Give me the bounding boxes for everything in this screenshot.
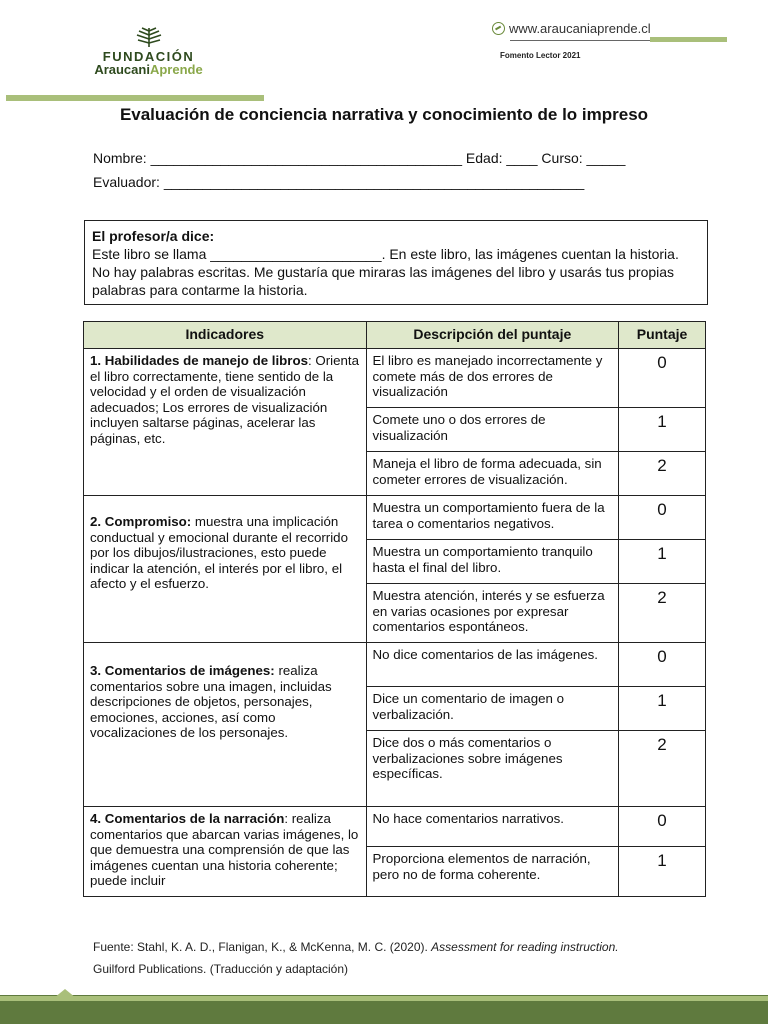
indicator-cell xyxy=(84,807,367,897)
score-description: No dice comentarios de las imágenes. xyxy=(366,643,619,687)
score-value: 1 xyxy=(619,540,706,584)
score-description: Comete uno o dos errores de visualización xyxy=(366,408,619,452)
score-value: 1 xyxy=(619,408,706,452)
score-description: Proporciona elementos de narración, pero no de forma coherente. xyxy=(366,847,619,897)
indicator-cell xyxy=(84,643,367,807)
footer-triangle-icon xyxy=(54,989,76,998)
indicator-title: 1. Habilidades de manejo de libros xyxy=(90,353,308,368)
score-value: 2 xyxy=(619,731,706,807)
footer-accent-line xyxy=(0,996,768,1001)
table-row xyxy=(84,349,706,408)
source-citation xyxy=(93,936,713,980)
indicator-cell xyxy=(84,349,367,496)
evaluador-field[interactable]: Evaluador: ______________________________________________________ xyxy=(93,174,585,190)
score-description: Dice dos o más comentarios o verbalizaciones sobre imágenes específicas. xyxy=(366,731,619,807)
logo-line2 xyxy=(86,62,211,77)
table-row xyxy=(84,807,706,847)
fundacion-logo xyxy=(86,26,211,77)
indicator-text: muestra una implicación conductual y emocional durante el recorrido por los dibujos/ilustraciones, esto puede indicar la atención, el interés por el libro, el afecto y el esfuerzo. xyxy=(90,514,348,591)
score-value: 0 xyxy=(619,496,706,540)
source-book-title: Assessment for reading instruction. xyxy=(431,940,619,954)
score-value: 2 xyxy=(619,452,706,496)
source-suffix: Guilford Publications. (Traducción y adaptación) xyxy=(93,962,349,976)
score-value: 0 xyxy=(619,643,706,687)
teacher-text: Este libro se llama ______________________. En este libro, las imágenes cuentan la historia. No hay palabras escritas. Me gustaría que miraras las imágenes del libro y usarás tus propias palabras para contarme la historia. xyxy=(92,246,679,298)
score-description: El libro es manejado incorrectamente y comete más de dos errores de visualización xyxy=(366,349,619,408)
table-row xyxy=(84,496,706,540)
header-indicadores: Indicadores xyxy=(84,322,367,349)
score-value: 0 xyxy=(619,349,706,408)
table-header-row xyxy=(84,322,706,349)
indicator-cell xyxy=(84,496,367,643)
score-value: 0 xyxy=(619,807,706,847)
logo-word-araucani: Araucani xyxy=(94,62,150,77)
tree-logo-icon xyxy=(134,26,164,48)
score-description: Muestra un comportamiento tranquilo hasta el final del libro. xyxy=(366,540,619,584)
website-text[interactable]: www.araucaniaprende.cl xyxy=(509,21,651,36)
logo-line1: FUNDACIÓN xyxy=(102,49,195,64)
score-description: Muestra un comportamiento fuera de la tarea o comentarios negativos. xyxy=(366,496,619,540)
score-value: 1 xyxy=(619,847,706,897)
header-puntaje: Puntaje xyxy=(619,322,706,349)
score-value: 1 xyxy=(619,687,706,731)
program-label: Fomento Lector 2021 xyxy=(500,51,581,60)
indicator-text: : realiza comentarios que abarcan varias imágenes, lo que demuestra una comprensión de que las imágenes cuentan una historia coherente; puede incluir xyxy=(90,811,359,888)
nombre-field[interactable]: Nombre: ________________________________________ Edad: ____ Curso: _____ xyxy=(93,150,626,166)
score-description: No hace comentarios narrativos. xyxy=(366,807,619,847)
website-label[interactable] xyxy=(492,21,651,36)
logo-word-aprende: Aprende xyxy=(149,62,203,77)
rubric-table xyxy=(83,321,706,897)
score-description: Maneja el libro de forma adecuada, sin cometer errores de visualización. xyxy=(366,452,619,496)
table-row xyxy=(84,643,706,687)
teacher-heading: El profesor/a dice: xyxy=(92,228,215,244)
indicator-title: 4. Comentarios de la narración xyxy=(90,811,285,826)
indicator-title: 2. Compromiso: xyxy=(90,514,192,529)
header-descripcion: Descripción del puntaje xyxy=(366,322,619,349)
header-green-bar-left xyxy=(6,95,264,101)
score-value: 2 xyxy=(619,584,706,643)
indicator-text: realiza comentarios sobre una imagen, incluidas descripciones de objetos, personajes, emociones, acciones, así como vocalizaciones de los personajes. xyxy=(90,663,332,740)
header-divider xyxy=(510,40,650,41)
indicator-title: 3. Comentarios de imágenes: xyxy=(90,663,275,678)
source-prefix: Fuente: Stahl, K. A. D., Flanigan, K., & McKenna, M. C. (2020). xyxy=(93,940,432,954)
score-description: Muestra atención, interés y se esfuerza en varias ocasiones por expresar comentarios espontáneos. xyxy=(366,584,619,643)
indicator-text: : Orienta el libro correctamente, tiene sentido de la velocidad y el orden de visualización adecuados; Los errores de visualización incluyen saltarse páginas, acelerar las páginas, etc. xyxy=(90,353,359,446)
teacher-instructions-box xyxy=(84,220,708,305)
page-title: Evaluación de conciencia narrativa y conocimiento de lo impreso xyxy=(119,105,649,124)
globe-icon xyxy=(492,22,505,35)
score-description: Dice un comentario de imagen o verbalización. xyxy=(366,687,619,731)
header-green-bar-right xyxy=(650,37,727,42)
